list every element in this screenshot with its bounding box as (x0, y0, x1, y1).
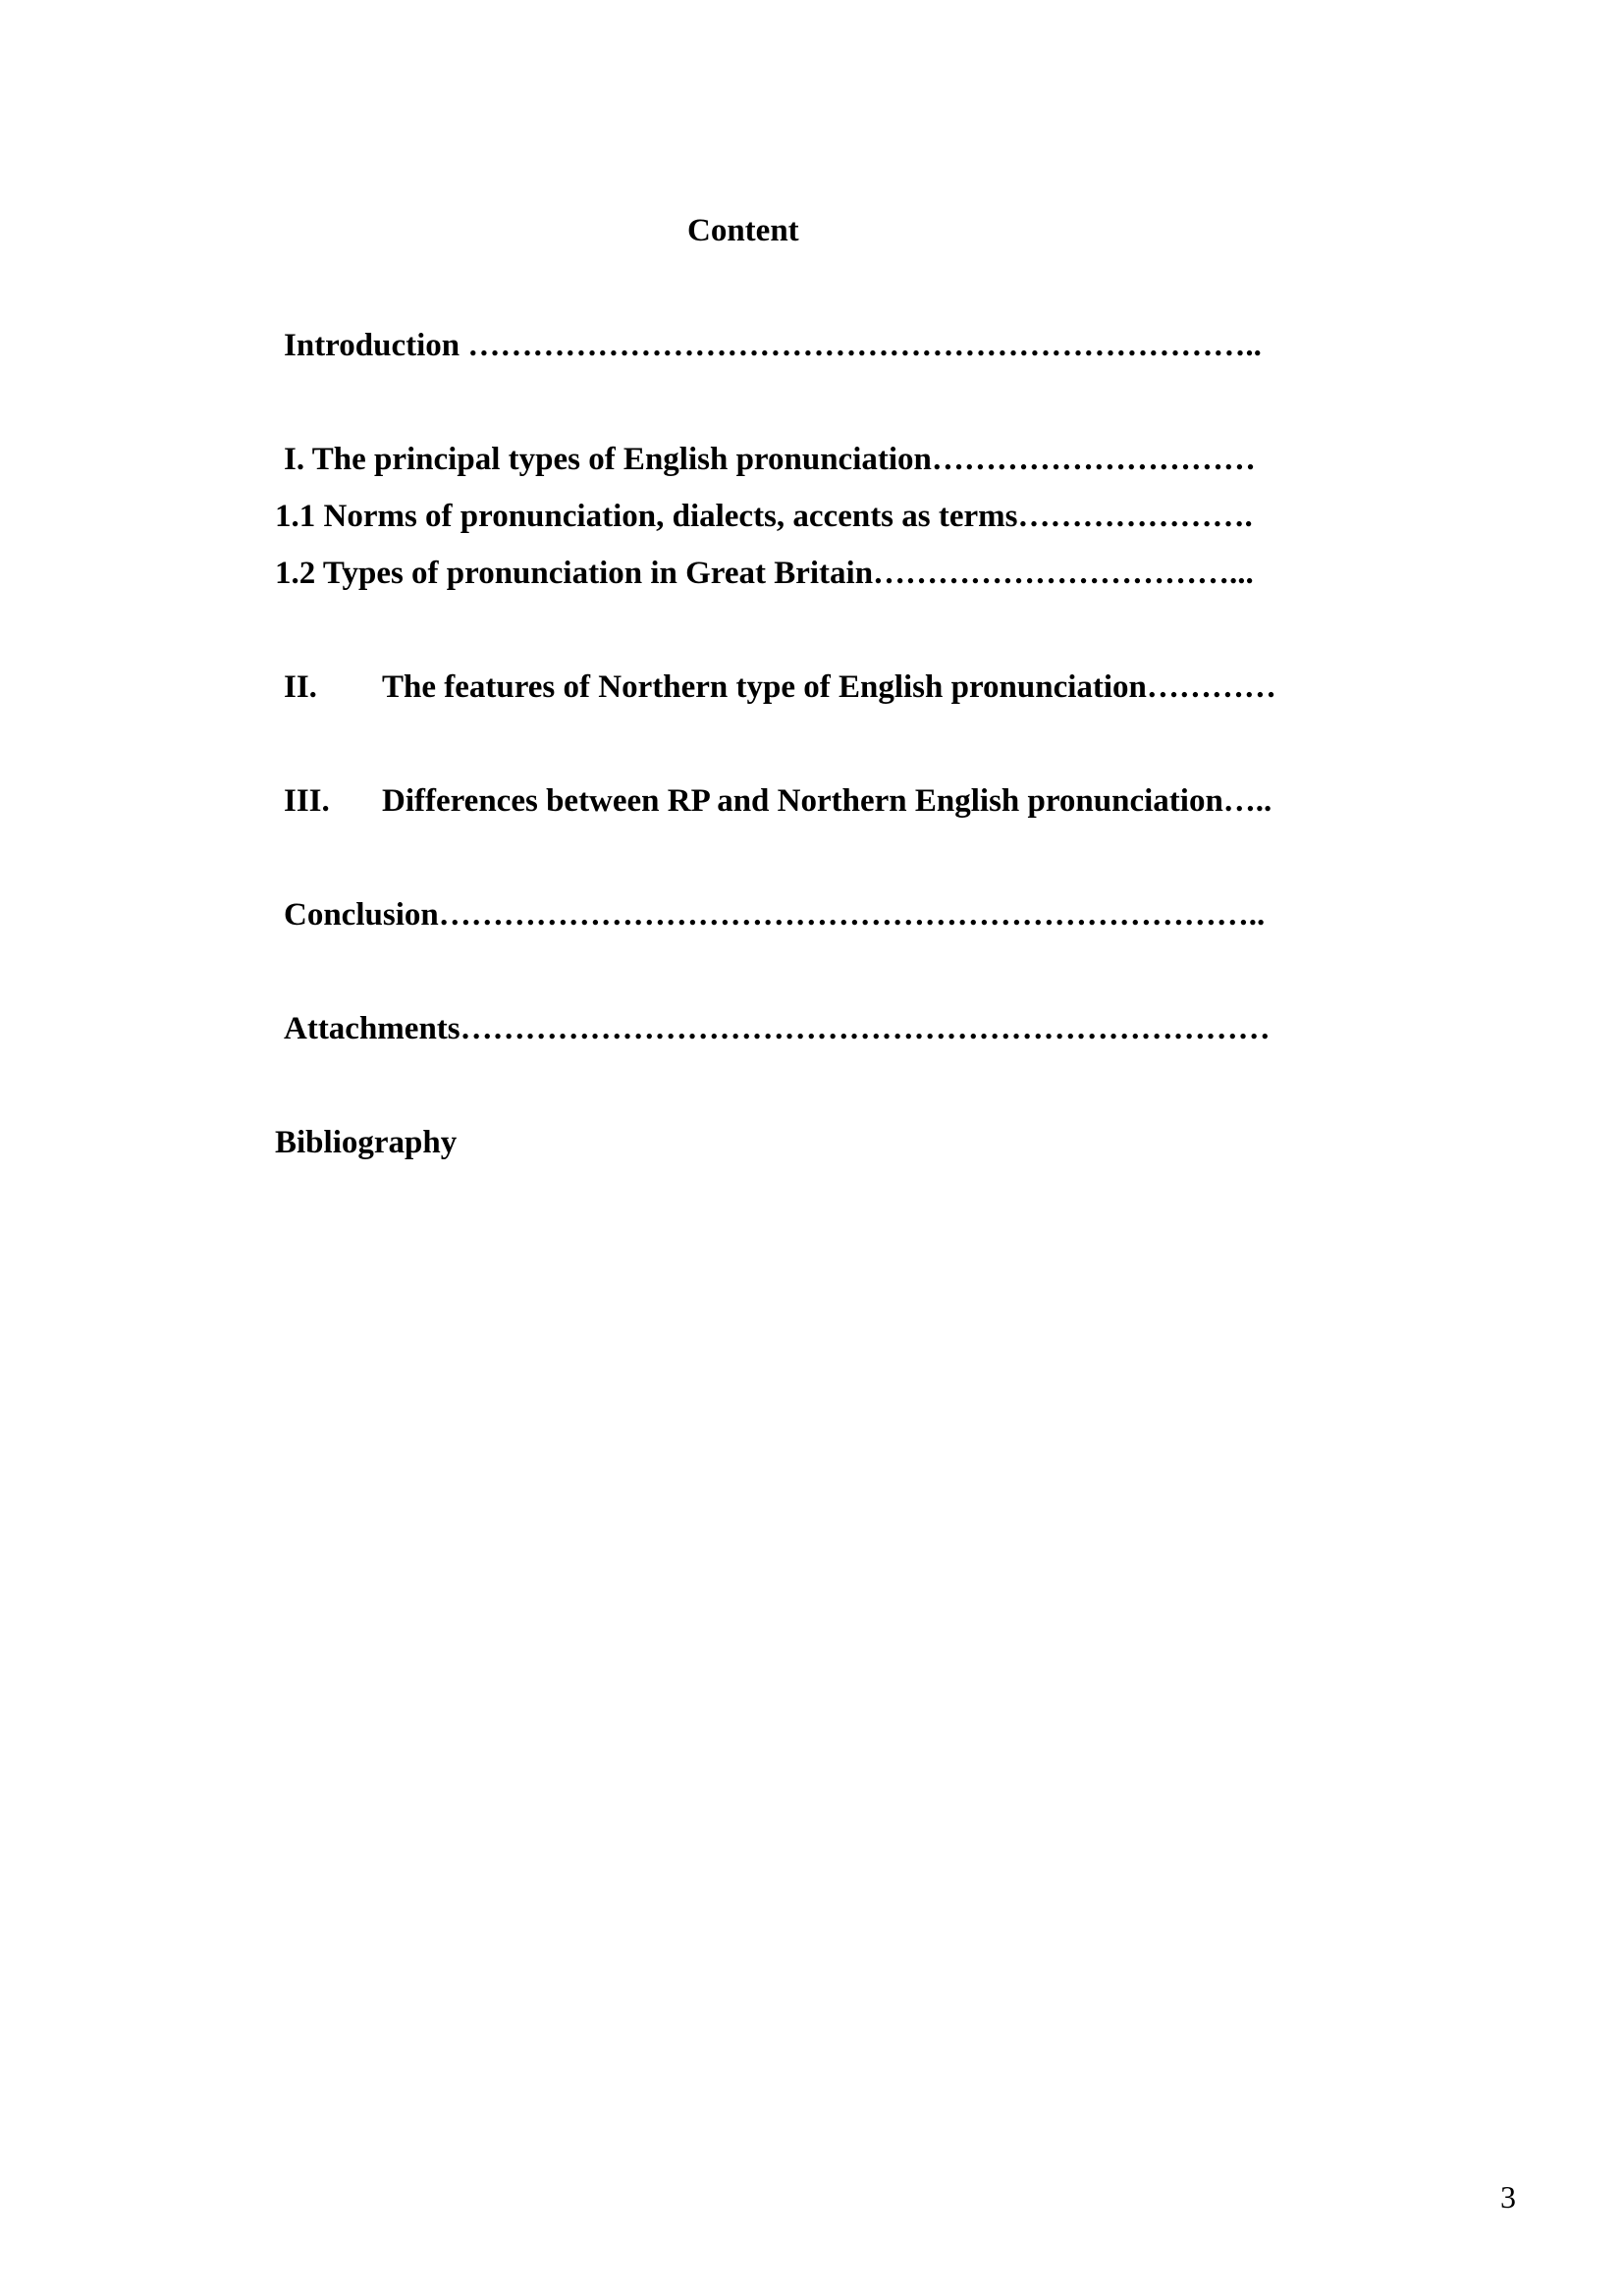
toc-entry-bibliography (275, 1123, 457, 1162)
toc-entry-conclusion (284, 895, 1265, 934)
toc-entry-text: 1.1 Norms of pronunciation, dialects, accents as terms…………………. (275, 499, 1253, 534)
toc-entry-number: III. (284, 783, 330, 819)
page-title: Content (687, 213, 799, 248)
toc-entry-chapter-1 (284, 440, 1256, 479)
toc-entry-attachments (284, 1009, 1271, 1048)
toc-entry-text: Conclusion………………………………………………………………….. (284, 897, 1266, 933)
toc-entry-text: Differences between RP and Northern English pronunciation….. (382, 783, 1272, 819)
toc-entry-text: 1.2 Types of pronunciation in Great Britain……………………………... (275, 556, 1254, 591)
toc-entry-section-1-2 (275, 554, 1254, 593)
toc-entry-chapter-2 (284, 667, 1276, 707)
toc-entry-text: Attachments………………………………………………………………… (284, 1011, 1271, 1046)
toc-entry-text: I. The principal types of English pronunciation………………………… (284, 442, 1256, 477)
toc-entry-text: The features of Northern type of English pronunciation………… (382, 669, 1276, 705)
toc-entry-text: Introduction ……………………………………………………………….. (284, 328, 1262, 363)
toc-entry-chapter-3 (284, 781, 1272, 821)
toc-entry-text: Bibliography (275, 1125, 458, 1160)
page-number: 3 (1500, 2179, 1516, 2215)
toc-entry-section-1-1 (275, 497, 1253, 536)
toc-entry-introduction (284, 326, 1262, 365)
toc-entry-number: II. (284, 669, 317, 705)
